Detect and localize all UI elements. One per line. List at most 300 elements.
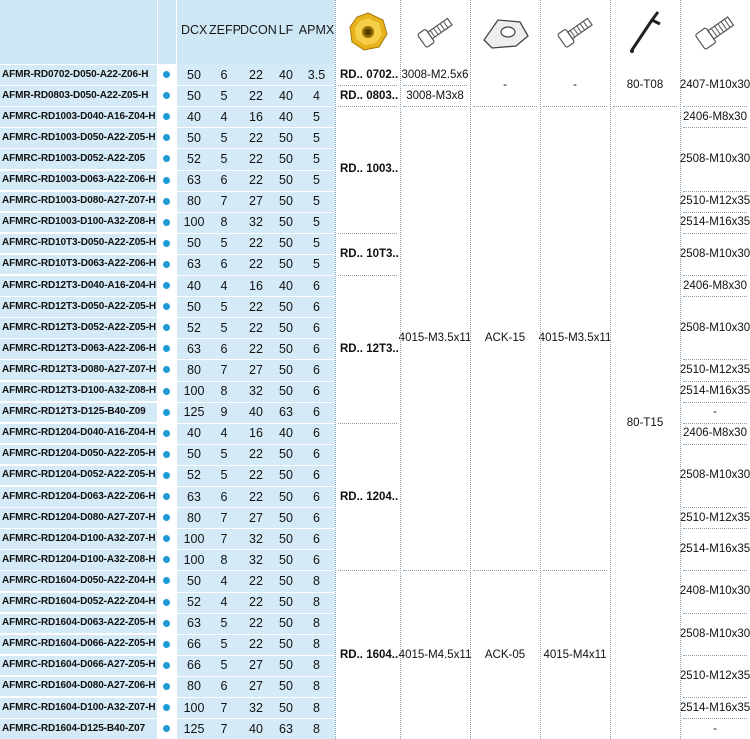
cell-dcon: 22 (249, 299, 263, 314)
col-header-dcx: DCX (181, 23, 208, 37)
cell-zefp: 7 (220, 362, 228, 377)
cell-apmx: 5 (313, 130, 320, 145)
cell-apmx: 5 (313, 173, 320, 187)
table-row-model: AFMRC-RD1604-D063-A22-Z05-H (0, 613, 157, 633)
cell-apmx: 4 (313, 88, 320, 103)
group-separator (338, 423, 397, 424)
column-separator (540, 0, 541, 739)
row-separator (0, 359, 335, 360)
table-row-model: AFMRC-RD1604-D125-B40-Z07 (0, 719, 157, 739)
arbor-screw-cell: 2406-M8x30 (683, 279, 747, 292)
availability-dot (163, 240, 170, 247)
cell-zefp: 6 (220, 173, 228, 187)
cell-lf: 63 (279, 721, 293, 736)
cell-apmx: 8 (313, 637, 320, 652)
clamp-cell: ACK-15 (484, 332, 526, 345)
row-separator (0, 549, 335, 550)
cell-apmx: 6 (313, 552, 320, 567)
group-separator (683, 423, 747, 424)
availability-dot (163, 535, 170, 542)
arbor-screw-icon (680, 4, 750, 60)
cell-zefp: 5 (220, 88, 228, 103)
row-separator (0, 676, 335, 677)
cell-lf: 50 (279, 447, 293, 462)
cell-zefp: 4 (220, 595, 228, 609)
cell-dcon: 22 (249, 595, 263, 609)
torx-key-cell: 80-T15 (626, 416, 664, 429)
cell-dcx: 125 (183, 405, 205, 420)
availability-dot (163, 683, 170, 690)
cell-zefp: 5 (220, 236, 228, 251)
cell-lf: 50 (279, 616, 293, 631)
availability-dot (163, 177, 170, 184)
availability-dot (163, 514, 170, 521)
cell-lf: 63 (279, 405, 293, 420)
cell-apmx: 8 (313, 595, 320, 609)
cell-dcon: 22 (249, 573, 263, 588)
cell-lf: 50 (279, 341, 293, 356)
torx-key-cell: 80-T08 (626, 79, 664, 92)
row-separator (0, 465, 335, 466)
row-separator (0, 233, 335, 234)
cell-lf: 50 (279, 299, 293, 314)
insert-cell: RD.. 1604.. (340, 648, 399, 661)
cell-apmx: 6 (313, 405, 320, 420)
group-separator (683, 381, 747, 382)
cell-dcx: 50 (187, 88, 201, 103)
availability-dot (163, 577, 170, 584)
row-separator (0, 718, 335, 719)
row-separator (0, 402, 335, 403)
cell-lf: 50 (279, 679, 293, 694)
clamp-screw-cell: 4015-M3.5x11 (538, 332, 612, 345)
cell-apmx: 8 (313, 658, 320, 673)
arbor-screw-cell: 2508-M10x30 (679, 627, 750, 640)
cell-zefp: 5 (220, 468, 228, 483)
cell-dcx: 63 (187, 616, 201, 631)
cell-lf: 40 (279, 426, 293, 441)
insert-screw-cell: 3008-M2.5x6 (401, 68, 469, 81)
availability-dot (163, 282, 170, 289)
cell-lf: 50 (279, 362, 293, 377)
cell-dcx: 66 (187, 658, 201, 673)
column-separator (610, 0, 611, 739)
cell-lf: 50 (279, 194, 293, 209)
cell-zefp: 8 (220, 215, 228, 230)
cell-dcon: 16 (249, 109, 263, 124)
row-separator (0, 507, 335, 508)
row-separator (0, 148, 335, 149)
cell-lf: 50 (279, 552, 293, 567)
insert-cell: RD.. 0803.. (340, 89, 399, 102)
row-separator (0, 634, 335, 635)
insert-cell: RD.. 1003.. (340, 163, 399, 176)
col-header-zefp: ZEFP (209, 23, 241, 37)
cell-zefp: 9 (220, 405, 228, 420)
group-separator (338, 233, 397, 234)
availability-dot (163, 620, 170, 627)
cell-dcx: 50 (187, 236, 201, 251)
column-separator (400, 0, 401, 739)
cell-dcon: 16 (249, 278, 263, 293)
table-row-model: AFMRC-RD1204-D040-A16-Z04-H (0, 423, 157, 443)
cell-zefp: 6 (220, 341, 228, 356)
cell-lf: 40 (279, 88, 293, 103)
cell-dcx: 80 (187, 679, 201, 694)
row-separator (0, 191, 335, 192)
cell-dcx: 52 (187, 320, 201, 335)
cell-zefp: 6 (220, 67, 228, 82)
cell-zefp: 6 (220, 489, 228, 504)
table-row-model: AFMR-RD0702-D050-A22-Z06-H (0, 65, 157, 85)
row-separator (0, 423, 335, 424)
column-gap (176, 0, 177, 739)
group-separator (683, 233, 747, 234)
cell-dcx: 100 (183, 700, 205, 715)
cell-dcx: 40 (187, 109, 201, 124)
cell-dcon: 22 (249, 447, 263, 462)
cell-dcon: 32 (249, 700, 263, 715)
table-row-model: AFMRC-RD1204-D063-A22-Z06-H (0, 487, 157, 507)
row-separator (0, 655, 335, 656)
cell-lf: 50 (279, 257, 293, 272)
cell-lf: 50 (279, 130, 293, 145)
availability-dot (163, 472, 170, 479)
arbor-screw-cell: 2510-M12x35 (679, 511, 750, 524)
availability-dot (163, 113, 170, 120)
cell-dcon: 32 (249, 552, 263, 567)
arbor-screw-cell: 2407-M10x30 (679, 79, 750, 92)
cell-zefp: 7 (220, 194, 228, 209)
group-separator (543, 570, 607, 571)
cell-dcon: 22 (249, 236, 263, 251)
cell-dcon: 32 (249, 531, 263, 546)
cell-zefp: 5 (220, 658, 228, 673)
cell-dcx: 50 (187, 447, 201, 462)
cell-apmx: 3.5 (307, 67, 326, 82)
arbor-screw-cell: 2514-M16x35 (679, 701, 750, 714)
cell-apmx: 6 (313, 278, 320, 293)
table-row-model: AFMRC-RD12T3-D125-B40-Z09 (0, 402, 157, 422)
arbor-screw-cell: 2508-M10x30 (679, 152, 750, 165)
table-row-model: AFMRC-RD1003-D040-A16-Z04-H (0, 107, 157, 127)
cell-apmx: 6 (313, 384, 320, 398)
cell-zefp: 8 (220, 552, 228, 567)
cell-lf: 40 (279, 67, 293, 82)
row-separator (0, 212, 335, 213)
cell-zefp: 5 (220, 616, 228, 631)
availability-dot (163, 261, 170, 268)
cell-zefp: 7 (220, 531, 228, 546)
cell-dcx: 52 (187, 151, 201, 166)
table-row-model: AFMRC-RD1604-D100-A32-Z07-H (0, 698, 157, 718)
arbor-screw-cell: 2406-M8x30 (683, 427, 747, 440)
cell-dcx: 50 (187, 573, 201, 588)
cell-zefp: 5 (220, 151, 228, 166)
cell-apmx: 8 (313, 700, 320, 715)
table-row-model: AFMRC-RD1204-D100-A32-Z07-H (0, 529, 157, 549)
group-separator (473, 570, 537, 571)
arbor-screw-cell: 2514-M16x35 (679, 216, 750, 229)
arbor-screw-cell: - (713, 722, 717, 735)
cell-dcon: 22 (249, 341, 263, 356)
col-header-apmx: APMX (298, 23, 335, 37)
group-separator (683, 507, 747, 508)
cell-dcx: 50 (187, 130, 201, 145)
insert-cell: RD.. 12T3.. (340, 342, 399, 355)
col-header-dcon: DCON (240, 23, 277, 37)
cell-dcx: 80 (187, 510, 201, 525)
table-row-model: AFMRC-RD1604-D066-A27-Z05-H (0, 655, 157, 675)
table-row-model: AFMRC-RD12T3-D040-A16-Z04-H (0, 276, 157, 296)
cell-dcon: 22 (249, 320, 263, 335)
cell-dcx: 125 (183, 721, 205, 736)
cell-zefp: 7 (220, 700, 228, 715)
table-row-model: AFMRC-RD1604-D066-A22-Z05-H (0, 634, 157, 654)
cell-zefp: 7 (220, 721, 228, 736)
group-separator (403, 85, 467, 86)
availability-dot (163, 662, 170, 669)
cell-lf: 50 (279, 173, 293, 187)
arbor-screw-cell: 2514-M16x35 (679, 385, 750, 398)
row-separator (0, 570, 335, 571)
cell-dcx: 52 (187, 595, 201, 609)
cell-lf: 40 (279, 109, 293, 124)
row-separator (0, 275, 335, 276)
availability-dot (163, 366, 170, 373)
group-separator (543, 106, 607, 107)
availability-dot (163, 219, 170, 226)
group-separator (683, 655, 747, 656)
cell-zefp: 5 (220, 320, 228, 335)
cell-dcon: 27 (249, 510, 263, 525)
cell-dcx: 100 (183, 531, 205, 546)
cell-apmx: 8 (313, 616, 320, 631)
table-row-model: AFMRC-RD12T3-D050-A22-Z05-H (0, 297, 157, 317)
cell-apmx: 6 (313, 510, 320, 525)
column-separator (335, 0, 336, 739)
cell-lf: 50 (279, 531, 293, 546)
group-separator (403, 106, 467, 107)
table-row-model: AFMRC-RD1604-D052-A22-Z04-H (0, 592, 157, 612)
cell-dcon: 22 (249, 151, 263, 166)
group-separator (683, 359, 747, 360)
table-row-model: AFMRC-RD1003-D063-A22-Z06-H (0, 170, 157, 190)
cell-lf: 50 (279, 510, 293, 525)
group-separator (683, 106, 747, 107)
clamp-screw-icon (540, 4, 610, 60)
column-gap (157, 0, 158, 739)
arbor-screw-cell: - (713, 406, 717, 419)
cell-dcx: 80 (187, 362, 201, 377)
cell-apmx: 8 (313, 573, 320, 588)
group-separator (338, 85, 397, 86)
availability-dot (163, 409, 170, 416)
row-separator (0, 381, 335, 382)
cell-lf: 40 (279, 278, 293, 293)
cell-dcx: 63 (187, 257, 201, 272)
group-separator (683, 570, 747, 571)
availability-dot (163, 704, 170, 711)
row-separator (0, 697, 335, 698)
row-separator (0, 444, 335, 445)
availability-dot (163, 451, 170, 458)
cell-lf: 50 (279, 573, 293, 588)
cell-dcon: 27 (249, 658, 263, 673)
cell-zefp: 4 (220, 426, 228, 441)
table-row-model: AFMRC-RD1204-D050-A22-Z05-H (0, 444, 157, 464)
table-row-model: AFMRC-RD1003-D050-A22-Z05-H (0, 128, 157, 148)
cell-apmx: 6 (313, 468, 320, 483)
cell-dcon: 27 (249, 362, 263, 377)
cell-zefp: 4 (220, 278, 228, 293)
cell-dcx: 40 (187, 278, 201, 293)
cell-dcon: 40 (249, 405, 263, 420)
availability-dot (163, 155, 170, 162)
cell-zefp: 7 (220, 510, 228, 525)
group-separator (403, 570, 467, 571)
cell-apmx: 6 (313, 531, 320, 546)
table-row-model: AFMRC-RD12T3-D052-A22-Z05-H (0, 318, 157, 338)
cell-dcon: 27 (249, 194, 263, 209)
cell-lf: 50 (279, 595, 293, 609)
cell-dcx: 100 (183, 215, 205, 230)
cell-dcx: 80 (187, 194, 201, 209)
availability-dot (163, 134, 170, 141)
group-separator (338, 570, 397, 571)
cell-apmx: 6 (313, 489, 320, 504)
cell-dcx: 66 (187, 637, 201, 652)
group-separator (338, 275, 397, 276)
group-separator (338, 106, 397, 107)
insert-icon (335, 4, 400, 60)
arbor-screw-cell: 2508-M10x30 (679, 247, 750, 260)
cell-zefp: 5 (220, 130, 228, 145)
group-separator (683, 528, 747, 529)
cell-apmx: 8 (313, 721, 320, 736)
cell-dcx: 52 (187, 468, 201, 483)
insert-cell: RD.. 0702.. (340, 68, 399, 81)
cell-dcon: 22 (249, 67, 263, 82)
insert-screw-cell: 4015-M3.5x11 (398, 332, 472, 345)
table-row-model: AFMRC-RD1604-D080-A27-Z06-H (0, 676, 157, 696)
row-separator (0, 254, 335, 255)
availability-dot (163, 324, 170, 331)
cell-apmx: 6 (313, 447, 320, 462)
cell-dcx: 63 (187, 173, 201, 187)
clamp-icon (470, 4, 540, 60)
group-separator (683, 402, 747, 403)
arbor-screw-cell: 2510-M12x35 (679, 195, 750, 208)
table-row-model: AFMRC-RD1204-D052-A22-Z05-H (0, 465, 157, 485)
row-separator (0, 486, 335, 487)
row-separator (0, 106, 335, 107)
cell-apmx: 5 (313, 257, 320, 272)
insert-screw-icon (400, 4, 470, 60)
cell-lf: 50 (279, 637, 293, 652)
row-separator (0, 592, 335, 593)
row-separator (0, 127, 335, 128)
row-separator (0, 338, 335, 339)
table-row-model: AFMRC-RD1204-D100-A32-Z08-H (0, 550, 157, 570)
availability-dot (163, 92, 170, 99)
cell-apmx: 5 (313, 236, 320, 251)
cell-lf: 50 (279, 236, 293, 251)
cell-apmx: 6 (313, 341, 320, 356)
group-separator (473, 106, 537, 107)
cell-apmx: 8 (313, 679, 320, 694)
table-row-model: AFMRC-RD1204-D080-A27-Z07-H (0, 508, 157, 528)
cell-apmx: 6 (313, 320, 320, 335)
cell-apmx: 5 (313, 194, 320, 209)
group-separator (683, 718, 747, 719)
cell-dcon: 22 (249, 616, 263, 631)
table-row-model: AFMRC-RD12T3-D063-A22-Z06-H (0, 339, 157, 359)
clamp-cell: - (503, 79, 507, 92)
group-separator (683, 296, 747, 297)
table-row-model: AFMRC-RD1003-D052-A22-Z05 (0, 149, 157, 169)
table-row-model: AFMRC-RD1003-D080-A27-Z07-H (0, 191, 157, 211)
column-separator (470, 0, 471, 739)
group-separator (683, 127, 747, 128)
arbor-screw-cell: 2408-M10x30 (679, 585, 750, 598)
availability-dot (163, 556, 170, 563)
cell-lf: 50 (279, 151, 293, 166)
column-separator (680, 0, 681, 739)
cell-apmx: 6 (313, 426, 320, 441)
insert-cell: RD.. 10T3.. (340, 247, 399, 260)
cell-lf: 50 (279, 468, 293, 483)
cell-zefp: 6 (220, 679, 228, 694)
group-separator (683, 697, 747, 698)
cell-lf: 50 (279, 384, 293, 398)
insert-screw-cell: 3008-M3x8 (406, 89, 464, 102)
cell-dcx: 63 (187, 341, 201, 356)
cell-dcon: 22 (249, 88, 263, 103)
cell-dcon: 16 (249, 426, 263, 441)
group-separator (683, 212, 747, 213)
cell-dcon: 22 (249, 489, 263, 504)
availability-dot (163, 725, 170, 732)
cell-dcx: 40 (187, 426, 201, 441)
cell-dcx: 63 (187, 489, 201, 504)
cell-apmx: 5 (313, 151, 320, 166)
insert-screw-cell: 4015-M4.5x11 (398, 648, 472, 661)
cell-lf: 50 (279, 215, 293, 230)
cell-dcon: 32 (249, 384, 263, 398)
insert-cell: RD.. 1204.. (340, 490, 399, 503)
row-separator (0, 613, 335, 614)
availability-dot (163, 599, 170, 606)
cell-dcon: 22 (249, 637, 263, 652)
torx-key-icon (610, 4, 680, 60)
cell-dcon: 22 (249, 173, 263, 187)
cell-apmx: 5 (313, 215, 320, 230)
availability-dot (163, 303, 170, 310)
availability-dot (163, 345, 170, 352)
availability-dot (163, 641, 170, 648)
cell-dcon: 40 (249, 721, 263, 736)
cell-zefp: 5 (220, 299, 228, 314)
cell-dcon: 22 (249, 257, 263, 272)
table-row-model: AFMRC-RD1604-D050-A22-Z04-H (0, 571, 157, 591)
group-separator (683, 613, 747, 614)
arbor-screw-cell: 2514-M16x35 (679, 543, 750, 556)
arbor-screw-cell: 2510-M12x35 (679, 363, 750, 376)
arbor-screw-cell: 2406-M8x30 (683, 110, 747, 123)
arbor-screw-cell: 2508-M10x30 (679, 469, 750, 482)
arbor-screw-cell: 2508-M10x30 (679, 321, 750, 334)
